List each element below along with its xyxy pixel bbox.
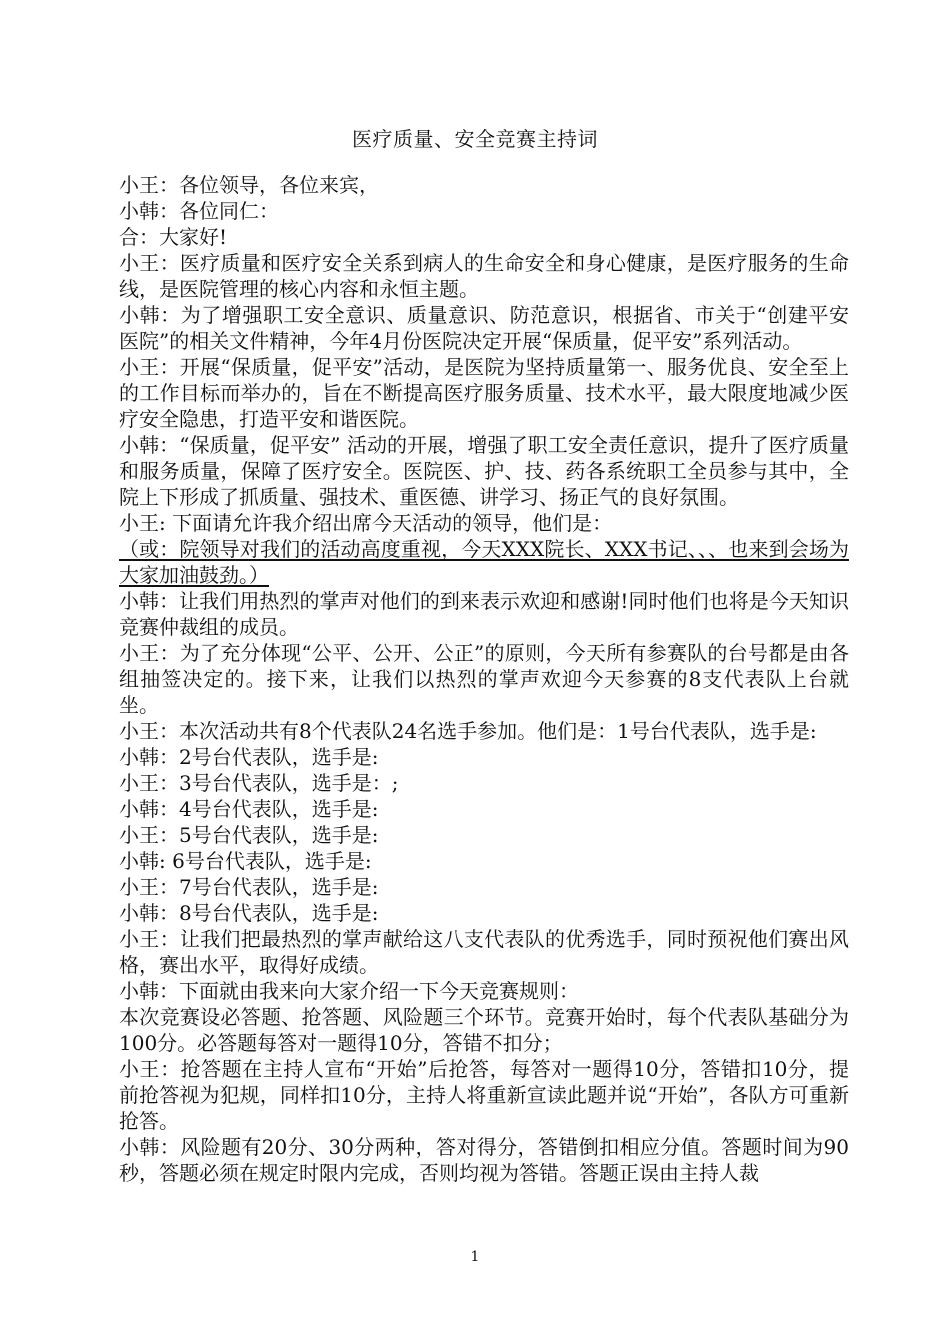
paragraph: 小王：5号台代表队，选手是: — [119, 823, 379, 847]
paragraph: 小韩：“保质量，促平安” 活动的开展，增强了职工安全责任意识，提升了医疗质量和服务质量，保障了医疗安全。医院医、护、技、药各系统职工全员参与其中，全院上下形成了抓质量、强技术、重医德、讲学习、扬正气的良好氛围。 — [119, 433, 849, 509]
paragraph: 合：大家好! — [119, 225, 228, 249]
paragraph: 小王：7号台代表队，选手是: — [119, 875, 379, 899]
paragraph: 小韩：风险题有20分、30分两种，答对得分，答错倒扣相应分值。答题时间为90秒，答题必须在规定时限内完成，否则均视为答错。答题正误由主持人裁 — [119, 1135, 849, 1185]
paragraph: 小韩：为了增强职工安全意识、质量意识、防范意识，根据省、市关于“创建平安医院”的相关文件精神，今年4月份医院决定开展“保质量，促平安”系列活动。 — [119, 303, 849, 353]
paragraph: 小王：本次活动共有8个代表队24名选手参加。他们是：1号台代表队，选手是: — [119, 719, 817, 743]
page-number: 1 — [470, 1249, 480, 1265]
document-body — [119, 172, 849, 1186]
paragraph: 小王：为了充分体现“公平、公开、公正”的原则，今天所有参赛队的台号都是由各组抽签决定的。接下来，让我们以热烈的掌声欢迎今天参赛的8支代表队上台就坐。 — [119, 641, 849, 717]
paragraph: 小韩: 6号台代表队，选手是: — [119, 849, 372, 873]
paragraph: 小韩：4号台代表队，选手是: — [119, 797, 379, 821]
paragraph: 小韩：让我们用热烈的掌声对他们的到来表示欢迎和感谢!同时他们也将是今天知识竞赛仲裁组的成员。 — [119, 589, 849, 639]
document-title: 医疗质量、安全竞赛主持词 — [352, 127, 598, 151]
underlined-note-paragraph: （或：院领导对我们的活动高度重视，今天XXX院长、XXX书记、、、也来到会场为大家加油鼓劲。） — [119, 537, 849, 587]
paragraph: 本次竞赛设必答题、抢答题、风险题三个环节。竞赛开始时，每个代表队基础分为100分。必答题每答对一题得10分，答错不扣分； — [119, 1005, 849, 1055]
paragraph: 小韩：下面就由我来向大家介绍一下今天竞赛规则： — [119, 979, 579, 1003]
paragraph: 小王：医疗质量和医疗安全关系到病人的生命安全和身心健康，是医疗服务的生命线，是医院管理的核心内容和永恒主题。 — [119, 251, 849, 301]
paragraph: 小韩：8号台代表队，选手是: — [119, 901, 379, 925]
paragraph: 小韩：2号台代表队，选手是: — [119, 745, 379, 769]
paragraph: 小王：3号台代表队，选手是：; — [119, 771, 399, 795]
paragraph: 小王：抢答题在主持人宣布“开始”后抢答，每答对一题得10分，答错扣10分，提前抢答视为犯规，同样扣10分，主持人将重新宣读此题并说“开始”，各队方可重新抢答。 — [119, 1057, 849, 1133]
paragraph: 小王: 下面请允许我介绍出席今天活动的领导，他们是： — [119, 511, 613, 535]
paragraph: 小韩：各位同仁： — [119, 199, 279, 223]
paragraph: 小王：让我们把最热烈的掌声献给这八支代表队的优秀选手，同时预祝他们赛出风格，赛出水平，取得好成绩。 — [119, 927, 849, 977]
paragraph: 小王：开展“保质量，促平安”活动，是医院为坚持质量第一、服务优良、安全至上的工作目标而举办的，旨在不断提高医疗服务质量、技术水平，最大限度地减少医疗安全隐患，打造平安和谐医院。 — [119, 355, 849, 431]
paragraph: 小王：各位领导，各位来宾， — [119, 173, 379, 197]
